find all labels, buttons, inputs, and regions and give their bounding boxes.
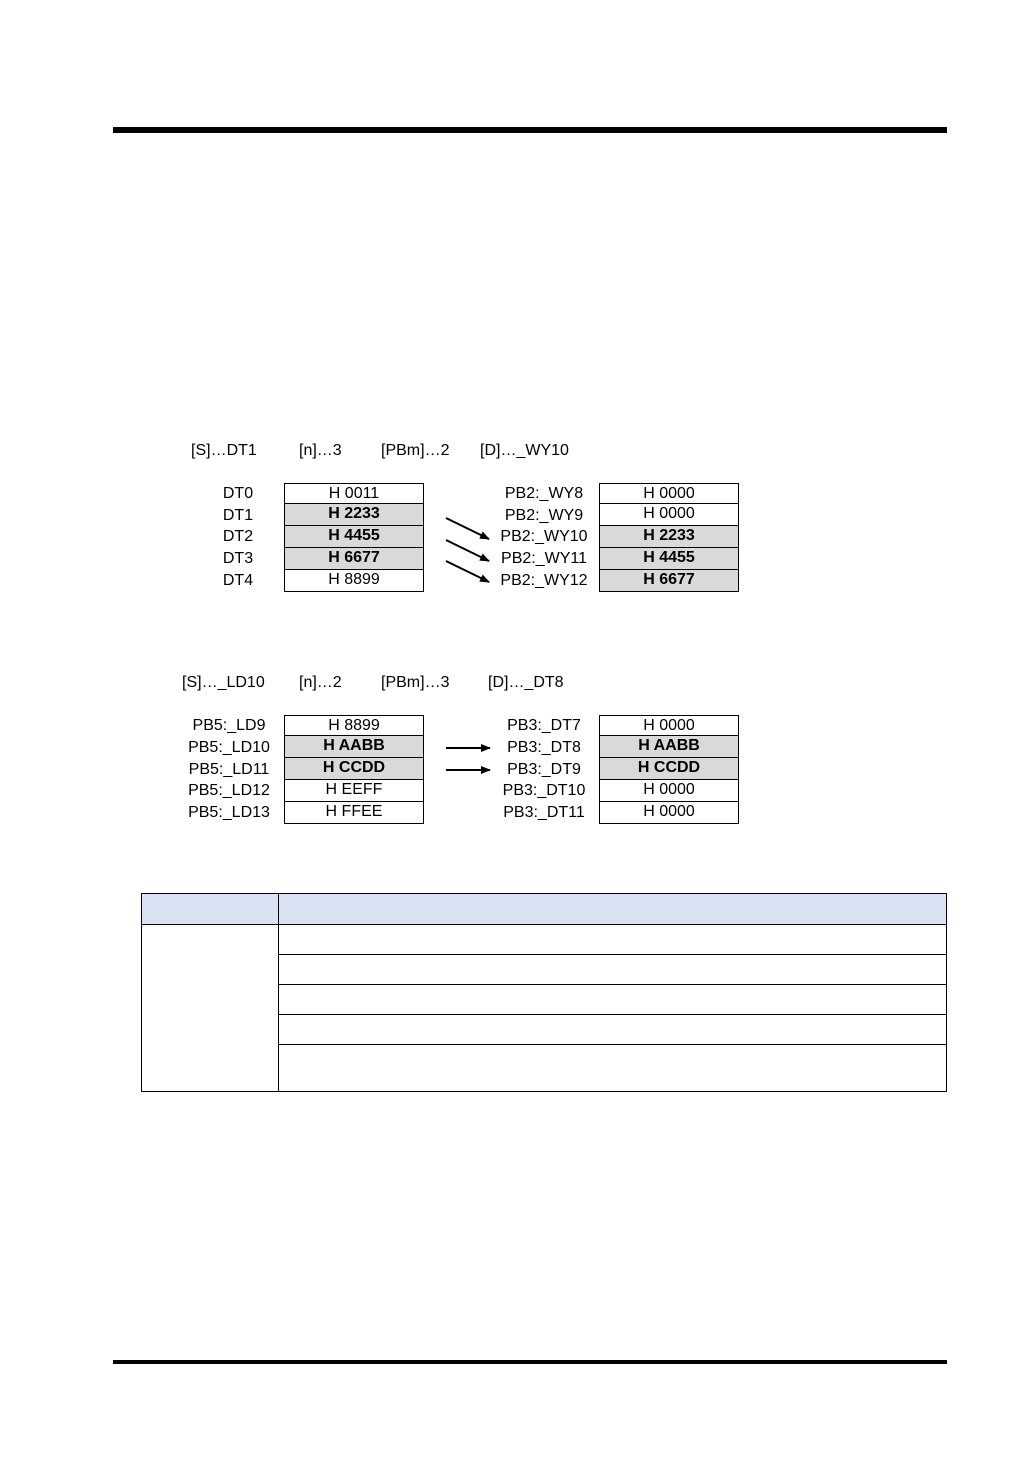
source-cell: H 6677: [284, 548, 424, 570]
dest-label: PB3:_DT8: [507, 739, 581, 756]
table-header-row: [142, 894, 947, 925]
source-label: DT2: [222, 528, 254, 545]
dest-cell: H 0000: [599, 715, 739, 736]
dest-cell: H 0000: [599, 483, 739, 504]
source-label: PB5:_LD11: [188, 761, 270, 778]
dest-cell: H 0000: [599, 780, 739, 802]
source-cell: H CCDD: [284, 758, 424, 780]
dest-label: PB2:_WY12: [500, 572, 588, 589]
param-s: [S]…_LD10: [182, 674, 265, 691]
source-label: PB5:_LD13: [188, 804, 270, 821]
arrow-2: [446, 540, 489, 561]
source-label: PB5:_LD12: [188, 782, 270, 799]
param-s: [S]…DT1: [191, 442, 257, 459]
source-cell: H 0011: [284, 483, 424, 504]
param-pbm: [PBm]…3: [381, 674, 450, 691]
source-cell: H 8899: [284, 715, 424, 736]
source-cell: H EEFF: [284, 780, 424, 802]
dest-cell: H CCDD: [599, 758, 739, 780]
dest-cell: H AABB: [599, 736, 739, 758]
dest-label: PB3:_DT11: [503, 804, 585, 821]
param-d: [D]…_WY10: [480, 442, 569, 459]
table-header-cell: [142, 894, 279, 925]
source-cell: H 2233: [284, 504, 424, 526]
table-cell: [279, 1015, 947, 1045]
dest-cell: H 0000: [599, 504, 739, 526]
dest-label: PB3:_DT7: [507, 717, 581, 734]
source-cell: H AABB: [284, 736, 424, 758]
source-label: DT3: [222, 550, 254, 567]
dest-label: PB3:_DT9: [507, 761, 581, 778]
table-cell: [279, 925, 947, 955]
param-pbm: [PBm]…2: [381, 442, 450, 459]
source-label: PB5:_LD10: [188, 739, 270, 756]
source-cell: H 8899: [284, 570, 424, 592]
source-cell: H 4455: [284, 526, 424, 548]
source-label: PB5:_LD9: [192, 717, 266, 734]
source-label: DT0: [222, 485, 254, 502]
table-cell: [279, 955, 947, 985]
param-n: [n]…2: [299, 674, 342, 691]
dest-cell: H 6677: [599, 570, 739, 592]
table-merged-cell: [142, 925, 279, 1092]
arrow-3: [446, 561, 489, 582]
param-n: [n]…3: [299, 442, 342, 459]
bottom-rule: [113, 1360, 947, 1364]
dest-label: PB2:_WY11: [501, 550, 587, 567]
dest-label: PB3:_DT10: [502, 782, 586, 799]
source-label: DT1: [222, 507, 254, 524]
table-cell: [279, 985, 947, 1015]
dest-label: PB2:_WY10: [500, 528, 588, 545]
arrow-1: [446, 518, 489, 539]
dest-label: PB2:_WY9: [504, 507, 584, 524]
table-header-cell: [279, 894, 947, 925]
table-cell: [279, 1045, 947, 1092]
dest-label: PB2:_WY8: [504, 485, 584, 502]
dest-cell: H 2233: [599, 526, 739, 548]
source-cell: H FFEE: [284, 802, 424, 824]
dest-cell: H 0000: [599, 802, 739, 824]
dest-cell: H 4455: [599, 548, 739, 570]
table-row: [142, 925, 947, 955]
param-d: [D]…_DT8: [488, 674, 564, 691]
spec-table: [141, 893, 947, 1092]
source-label: DT4: [222, 572, 254, 589]
